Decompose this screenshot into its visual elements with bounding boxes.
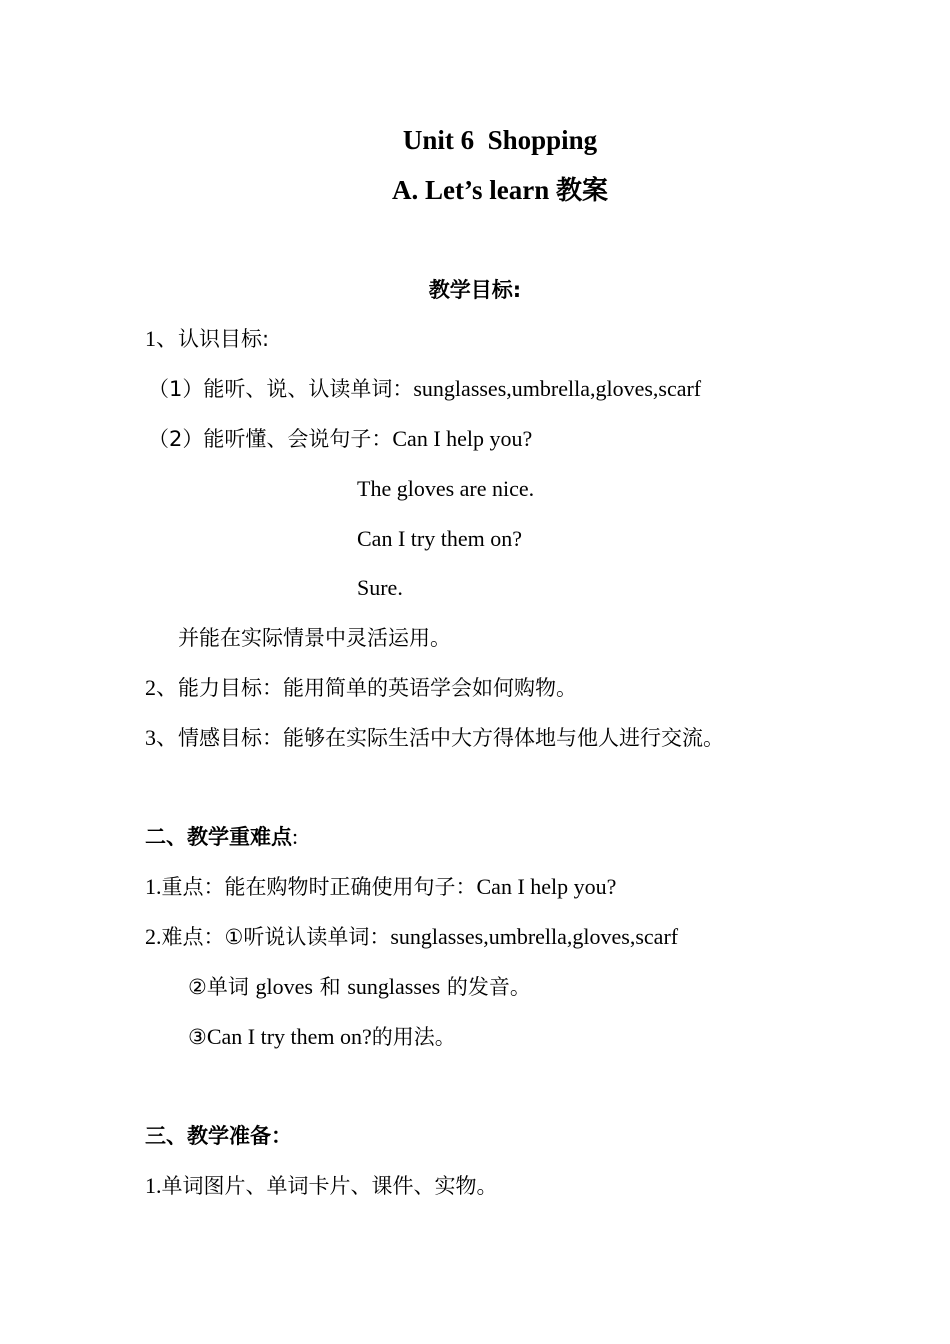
- title-line-1: Unit 6 Shopping: [402, 125, 598, 155]
- objective-1-closing: 并能在实际情景中灵活运用。: [178, 626, 451, 650]
- preparation-item-1: 1.单词图片、单词卡片、课件、实物。: [145, 1173, 498, 1198]
- page-title: [0, 122, 950, 158]
- page-subtitle: [0, 172, 950, 209]
- sentence-3: Sure.: [357, 575, 403, 600]
- preparation-heading: 三、教学准备：: [145, 1124, 292, 1148]
- objective-1-sub-2: （2）能听懂、会说句子：Can I help you?: [148, 426, 533, 451]
- objective-1-sub-1: （1）能听、说、认读单词：sunglasses,umbrella,gloves,scarf: [148, 376, 702, 401]
- key-point-2-b: ②单词 gloves 和 sunglasses 的发音。: [188, 974, 531, 999]
- objective-1: [145, 324, 269, 354]
- key-point-1: 1.重点：能在购物时正确使用句子：Can I help you?: [145, 874, 617, 899]
- vocab-words: sunglasses,umbrella,gloves,scarf: [413, 376, 702, 401]
- objective-1-label: 认识目标:: [178, 327, 270, 351]
- objective-3: 3、情感目标：能够在实际生活中大方得体地与他人进行交流。: [145, 725, 725, 750]
- sentence-1: The gloves are nice.: [357, 476, 535, 501]
- subtitle-en: A. Let’s learn: [392, 175, 556, 205]
- sentence-2: Can I try them on?: [357, 526, 522, 551]
- objectives-heading: 教学目标:: [428, 278, 522, 302]
- sentence-help: Can I help you?: [392, 426, 533, 451]
- objective-2: 2、能力目标：能用简单的英语学会如何购物。: [145, 675, 578, 700]
- key-points-heading: 二、教学重难点:: [145, 824, 299, 849]
- subtitle-cn: 教案: [555, 176, 608, 206]
- key-point-2-c: ③Can I try them on?的用法。: [188, 1024, 456, 1049]
- key-point-2: 2.难点：①听说认读单词：sunglasses,umbrella,gloves,scarf: [145, 924, 679, 949]
- objective-1-num: 1、: [145, 326, 179, 351]
